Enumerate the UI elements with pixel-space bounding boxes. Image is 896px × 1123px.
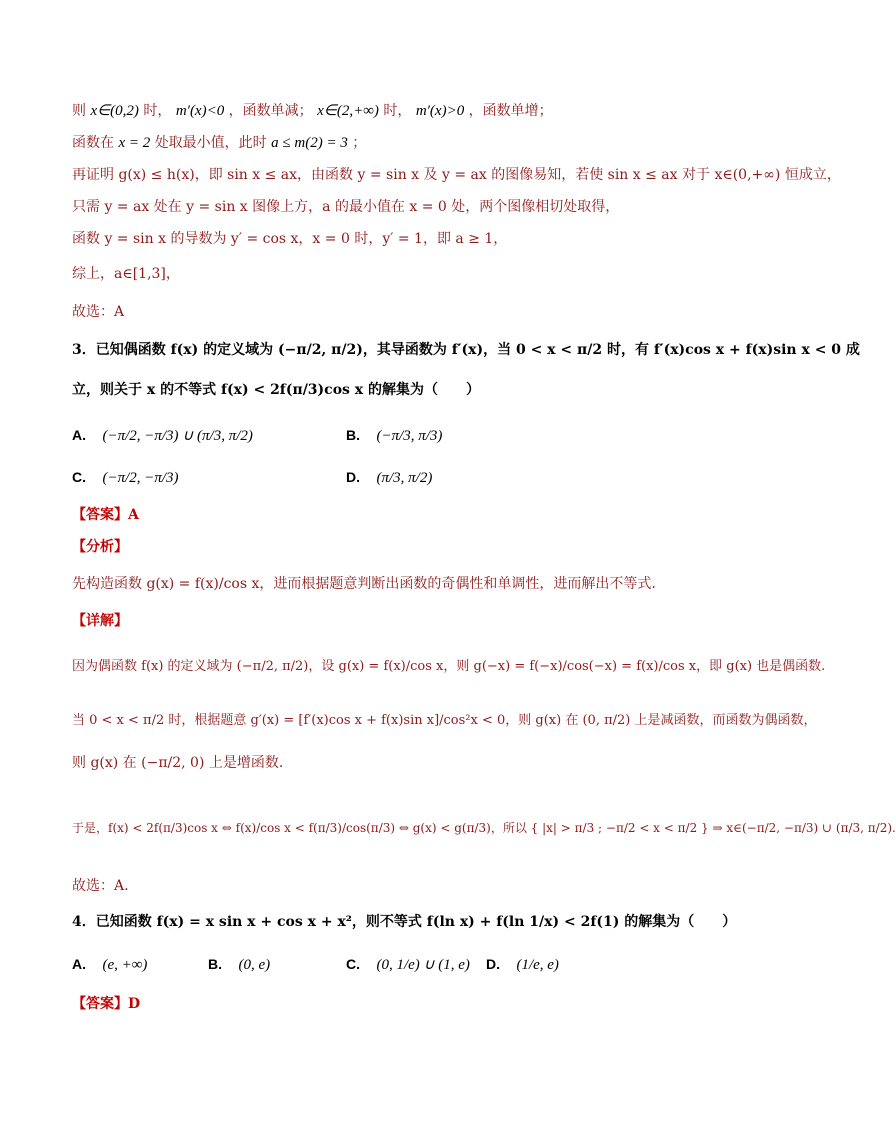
text: 处取最小值，此时 <box>154 135 267 151</box>
text: 函数在 <box>72 135 114 151</box>
q3-detail-line-1: 因为偶函数 f(x) 的定义域为 (−π/2, π/2)，设 g(x) = f(x)/cos x，则 g(−x) = f(−x)/cos(−x) = f(x)/cos x，即 g(x) 也是偶函数. <box>72 659 826 674</box>
math: x = 2 <box>118 135 151 151</box>
q3-stem-line-2: 立，则关于 x 的不等式 f(x) < 2f(π/3)cos x 的解集为（ ） <box>72 382 481 398</box>
option-label: A. <box>72 956 86 972</box>
q3-analysis-text: 先构造函数 g(x) = f(x)/cos x，进而根据题意判断出函数的奇偶性和单调性，进而解出不等式. <box>72 576 656 592</box>
q4-option-b <box>208 954 270 975</box>
q3-detail-line-4: 于是，f(x) < 2f(π/3)cos x ⇔ f(x)/cos x < f(π/3)/cos(π/3) ⇔ g(x) < g(π/3)，所以 { |x| > π/3 ; −π/2 < x < π/2 } ⇒ x∈(−π/2, −π/3) ∪ (π/3, π/2). <box>72 821 896 835</box>
option-label: C. <box>346 956 360 972</box>
prev-solution-choose: 故选：A <box>72 304 125 320</box>
option-label: A. <box>72 427 86 443</box>
text: ； <box>352 135 367 151</box>
text: 时， <box>383 103 412 119</box>
q3-option-d <box>346 467 432 488</box>
text: ，函数单减； <box>228 103 313 119</box>
option-label: D. <box>346 469 360 485</box>
q3-stem-line-1: 3．已知偶函数 f(x) 的定义域为 (−π/2, π/2)，其导函数为 f′(x)，当 0 < x < π/2 时，有 f′(x)cos x + f(x)sin x < 0 成 <box>72 342 860 358</box>
math: m′(x)>0 <box>415 103 465 119</box>
option-label: B. <box>346 427 360 443</box>
math: a ≤ m(2) = 3 <box>271 135 348 151</box>
option-text: (0, e) <box>238 957 271 973</box>
option-text: (0, 1/e) ∪ (1, e) <box>376 957 470 973</box>
option-text: (−π/2, −π/3) ∪ (π/3, π/2) <box>102 428 253 444</box>
prev-solution-line-3: 再证明 g(x) ≤ h(x)，即 sin x ≤ ax，由函数 y = sin x 及 y = ax 的图像易知，若使 sin x ≤ ax 对于 x∈(0,+∞) 恒成立， <box>72 167 841 183</box>
q4-answer: 【答案】D <box>72 996 141 1012</box>
q3-option-c <box>72 467 179 488</box>
q3-detail-line-2: 当 0 < x < π/2 时，根据题意 g′(x) = [f′(x)cos x + f(x)sin x]/cos²x < 0，则 g(x) 在 (0, π/2) 上是减函数，而函数为偶函数， <box>72 713 817 728</box>
prev-solution-line-4: 只需 y = ax 处在 y = sin x 图像上方，a 的最小值在 x = 0 处，两个图像相切处取得， <box>72 199 620 215</box>
prev-solution-line-2 <box>72 133 734 153</box>
option-label: B. <box>208 956 222 972</box>
q3-analysis-heading: 【分析】 <box>72 539 128 555</box>
q3-detail-heading: 【详解】 <box>72 613 128 629</box>
option-text: (−π/2, −π/3) <box>102 470 179 486</box>
math: x∈(2,+∞) <box>317 103 379 119</box>
q4-option-c <box>346 954 470 975</box>
option-text: (1/e, e) <box>516 957 559 973</box>
q3-option-b <box>346 425 442 446</box>
q4-stem: 4．已知函数 f(x) = x sin x + cos x + x²，则不等式 f(ln x) + f(ln 1/x) < 2f(1) 的解集为（ ） <box>72 914 737 930</box>
option-label: C. <box>72 469 86 485</box>
prev-solution-line-6: 综上，a∈[1,3]， <box>72 266 180 282</box>
math: m′(x)<0 <box>175 103 225 119</box>
q4-option-a <box>72 954 147 975</box>
option-label: D. <box>486 956 500 972</box>
q3-option-a <box>72 425 253 446</box>
option-text: (−π/3, π/3) <box>376 428 443 444</box>
q3-detail-line-3: 则 g(x) 在 (−π/2, 0) 上是增函数. <box>72 755 284 771</box>
prev-solution-line-1 <box>72 101 734 121</box>
text: 则 <box>72 103 86 119</box>
option-text: (π/3, π/2) <box>376 470 433 486</box>
q3-choose: 故选：A. <box>72 878 129 894</box>
q4-option-d <box>486 954 559 975</box>
text: ，函数单增； <box>468 103 553 119</box>
option-text: (e, +∞) <box>102 957 148 973</box>
text: 时， <box>143 103 172 119</box>
math: x∈(0,2) <box>90 103 139 119</box>
q3-answer: 【答案】A <box>72 507 139 523</box>
prev-solution-line-5: 函数 y = sin x 的导数为 y′ = cos x，x = 0 时，y′ = 1，即 a ≥ 1， <box>72 231 508 247</box>
